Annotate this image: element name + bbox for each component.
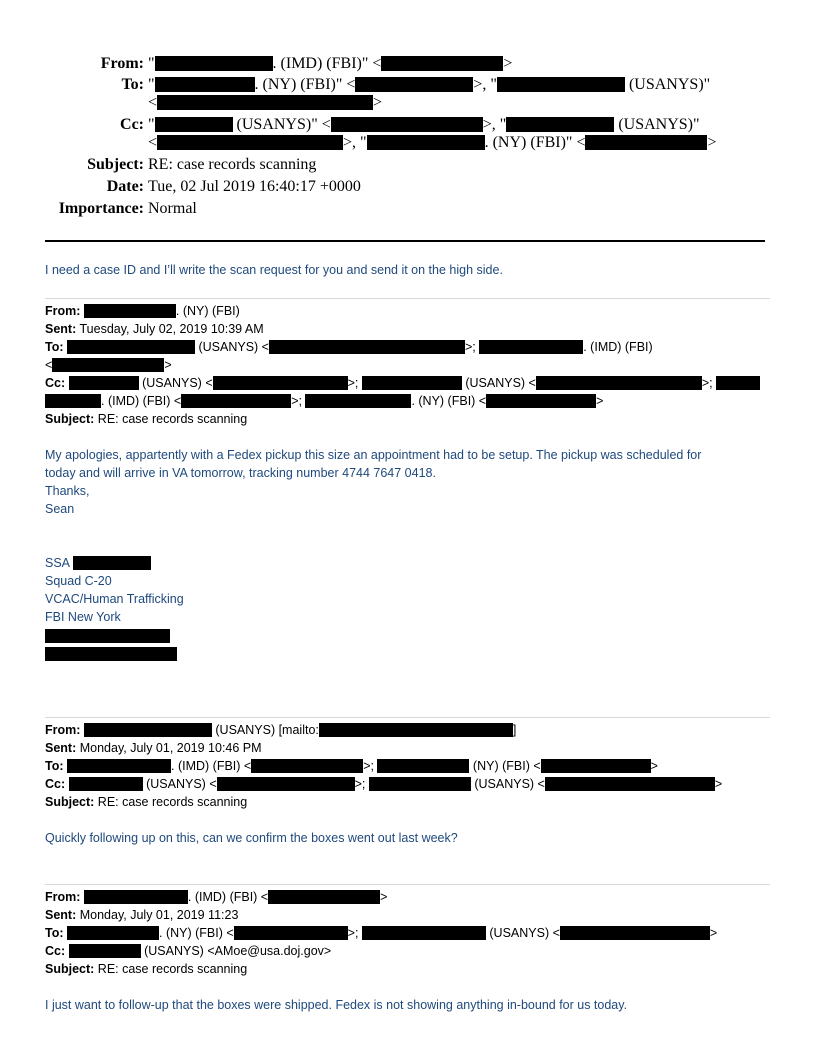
redaction (560, 926, 710, 940)
msg1-cc-cont: . (IMD) (FBI) < >; . (NY) (FBI) < > (45, 392, 603, 410)
signature-squad: Squad C-20 (45, 574, 112, 588)
from-label: From: (100, 55, 144, 72)
message-divider (45, 884, 770, 885)
redaction (181, 394, 291, 408)
importance-value: Normal (148, 200, 197, 217)
to-value: " . (NY) (FBI)" < >, " (USANYS)" (148, 76, 711, 93)
header-divider (45, 240, 765, 242)
msg3-to: To: . (NY) (FBI) < >; (USANYS) < > (45, 926, 718, 940)
redaction (67, 926, 159, 940)
msg1-to: To: (USANYS) < >; . (IMD) (FBI) (45, 340, 653, 354)
msg3-body: I just want to follow-up that the boxes were shipped. Fedex is not showing anything in-bound for us today. (45, 998, 628, 1012)
redaction (251, 759, 363, 773)
redaction (585, 135, 707, 150)
redaction (305, 394, 411, 408)
redaction (84, 723, 212, 737)
signature-office: FBI New York (45, 610, 121, 624)
redaction (331, 117, 483, 132)
msg3-from: From: . (IMD) (FBI) < > (45, 890, 388, 904)
date-value: Tue, 02 Jul 2019 16:40:17 +0000 (148, 178, 361, 195)
msg2-sent: Sent: Monday, July 01, 2019 10:46 PM (45, 741, 262, 755)
msg1-body-line1: My apologies, appartently with a Fedex pickup this size an appointment had to be setup. The pickup was scheduled for (45, 448, 702, 462)
redaction (497, 77, 625, 92)
msg1-body-line2: today and will arrive in VA tomorrow, tracking number 4744 7647 0418. (45, 466, 436, 480)
msg2-body: Quickly following up on this, can we confirm the boxes went out last week? (45, 831, 458, 845)
redaction (536, 376, 702, 390)
msg1-sent: Sent: Tuesday, July 02, 2019 10:39 AM (45, 322, 264, 336)
msg3-subject: Subject: RE: case records scanning (45, 962, 248, 976)
subject-value: RE: case records scanning (148, 156, 317, 173)
msg3-cc: Cc: (USANYS) <AMoe@usa.doj.gov> (45, 944, 332, 958)
reply-body: I need a case ID and I’ll write the scan request for you and send it on the high side. (45, 263, 503, 277)
importance-label: Importance: (58, 200, 144, 217)
redaction (545, 777, 715, 791)
to-label: To: (121, 76, 144, 93)
to-value-cont: < > (148, 94, 383, 111)
redaction (486, 394, 596, 408)
msg2-from: From: (USANYS) [mailto: ] (45, 723, 517, 737)
redaction (369, 777, 471, 791)
redaction (69, 944, 141, 958)
msg1-name: Sean (45, 502, 75, 516)
cc-label: Cc: (120, 116, 144, 133)
signature-unit: VCAC/Human Trafficking (45, 592, 184, 606)
msg1-thanks: Thanks, (45, 484, 90, 498)
subject-label: Subject: (87, 156, 144, 173)
redaction (381, 56, 503, 71)
cc-value: " (USANYS)" < >, " (USANYS)" (148, 116, 700, 133)
msg1-from: From: . (NY) (FBI) (45, 304, 240, 318)
redaction (506, 117, 614, 132)
msg2-subject: Subject: RE: case records scanning (45, 795, 248, 809)
redaction (362, 376, 462, 390)
redaction (355, 77, 473, 92)
redaction (45, 394, 101, 408)
redaction (73, 556, 151, 570)
cc-value-cont: < >, " . (NY) (FBI)" < > (148, 134, 717, 151)
redaction (716, 376, 760, 390)
msg1-to-cont: < > (45, 358, 172, 372)
redaction (269, 340, 465, 354)
message-divider (45, 298, 770, 299)
msg2-to: To: . (IMD) (FBI) < >; (NY) (FBI) < > (45, 759, 658, 773)
redaction (541, 759, 651, 773)
redaction (69, 376, 139, 390)
redaction (234, 926, 348, 940)
redaction (479, 340, 583, 354)
redaction (367, 135, 485, 150)
msg1-subject: Subject: RE: case records scanning (45, 412, 248, 426)
redaction (157, 95, 373, 110)
redaction (213, 376, 348, 390)
redaction (155, 117, 233, 132)
redaction (45, 647, 177, 661)
msg3-sent: Sent: Monday, July 01, 2019 11:23 (45, 908, 239, 922)
redaction (268, 890, 380, 904)
redaction (84, 890, 188, 904)
redaction (69, 777, 143, 791)
message-divider (45, 717, 770, 718)
signature-ssa: SSA (45, 554, 151, 572)
redaction (45, 629, 170, 643)
msg2-cc: Cc: (USANYS) < >; (USANYS) < > (45, 777, 723, 791)
redaction (155, 56, 273, 71)
redaction (217, 777, 355, 791)
redaction (377, 759, 469, 773)
msg1-cc: Cc: (USANYS) < >; (USANYS) < >; (45, 374, 760, 392)
redaction (362, 926, 486, 940)
redaction (157, 135, 343, 150)
redaction (319, 723, 513, 737)
redaction (67, 759, 171, 773)
redaction (155, 77, 255, 92)
from-value: " . (IMD) (FBI)" < > (148, 55, 513, 72)
date-label: Date: (106, 178, 144, 195)
redaction (52, 358, 164, 372)
redaction (84, 304, 176, 318)
redaction (67, 340, 195, 354)
